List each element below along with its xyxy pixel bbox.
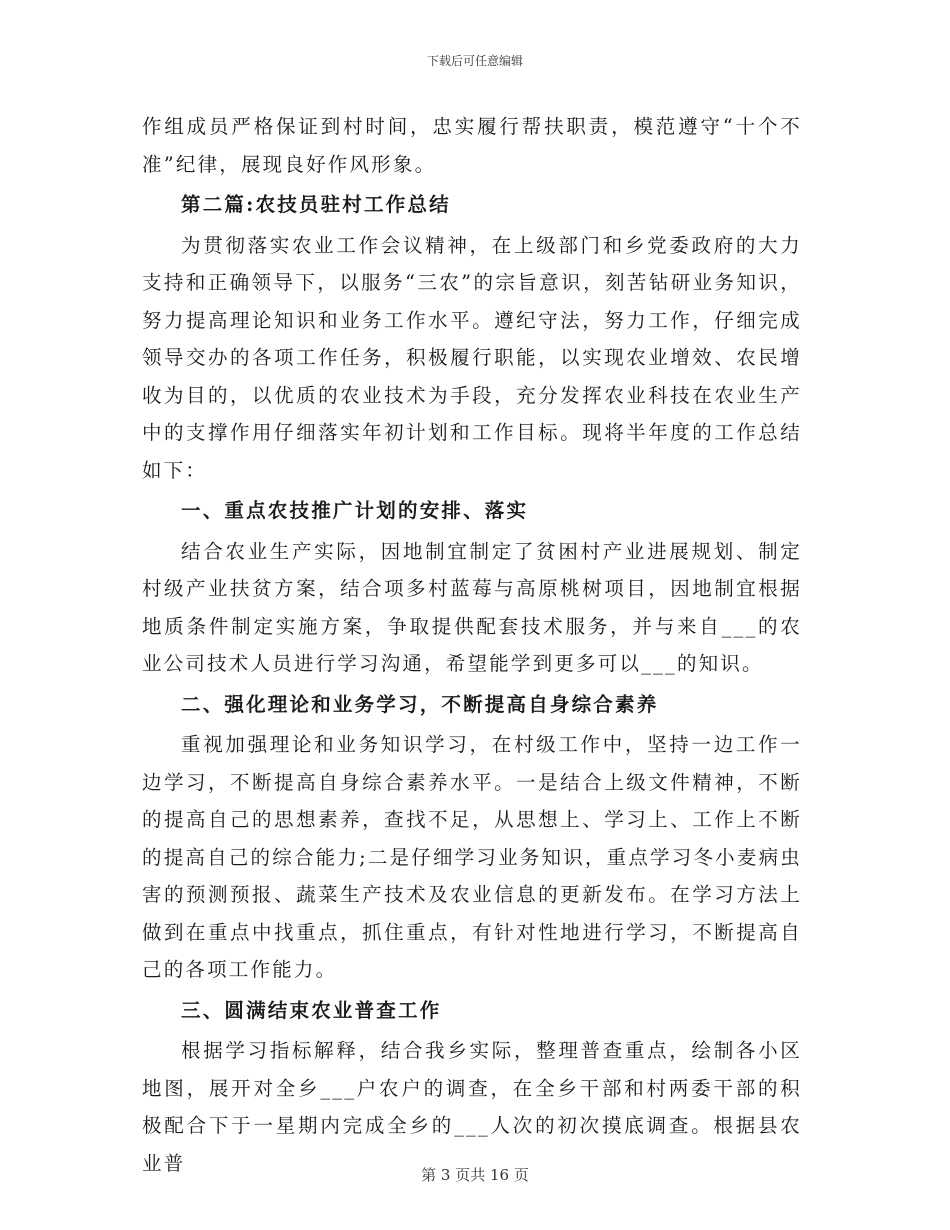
page-number-footer: 第 3 页共 16 页 [421,1166,529,1184]
section-heading-1: 一、重点农技推广计划的安排、落实 [181,499,529,522]
section-paragraph-1: 结合农业生产实际，因地制宜制定了贫困村产业进展规划、制定村级产业扶贫方案，结合项多村蓝莓与高原桃树项目，因地制宜根据地质条件制定实施方案，争取提供配套技术服务，并与来自___的农业公司技术人员进行学习沟通，希望能学到更多可以___的知识。 [142,539,802,675]
section-paragraph-3: 根据学习指标解释，结合我乡实际，整理普查重点，绘制各小区地图，展开对全乡___户农户的调查，在全乡干部和村两委干部的积极配合下于一星期内完成全乡的___人次的初次摸底调查。根据县农业普 [142,1039,802,1175]
page-header-note: 下载后可任意编辑 [426,54,523,68]
document-body [142,108,802,1182]
section-heading-2: 二、强化理论和业务学习，不断提高自身综合素养 [181,692,659,716]
summary-paragraph: 为贯彻落实农业工作会议精神，在上级部门和乡党委政府的大力支持和正确领导下，以服务“三农”的宗旨意识，刻苦钻研业务知识，努力提高理论知识和业务工作水平。遵纪守法，努力工作，仔细完成领导交办的各项工作任务，积极履行职能，以实现农业增效、农民增收为目的，以优质的农业技术为手段，充分发挥农业科技在农业生产中的支撑作用仔细落实年初计划和工作目标。现将半年度的工作总结如下： [142,233,802,482]
article-title: 第二篇:农技员驻村工作总结 [181,193,451,216]
section-paragraph-2: 重视加强理论和业务知识学习，在村级工作中，坚持一边工作一边学习，不断提高自身综合素养水平。一是结合上级文件精神，不断的提高自己的思想素养，查找不足，从思想上、学习上、工作上不断的提高自己的综合能力;二是仔细学习业务知识，重点学习冬小麦病虫害的预测预报、蔬菜生产技术及农业信息的更新发布。在学习方法上做到在重点中找重点，抓住重点，有针对性地进行学习，不断提高自己的各项工作能力。 [142,733,802,981]
intro-paragraph: 作组成员严格保证到村时间，忠实履行帮扶职责，模范遵守“十个不准”纪律，展现良好作风形象。 [142,115,802,176]
section-heading-3: 三、圆满结束农业普查工作 [181,998,442,1022]
